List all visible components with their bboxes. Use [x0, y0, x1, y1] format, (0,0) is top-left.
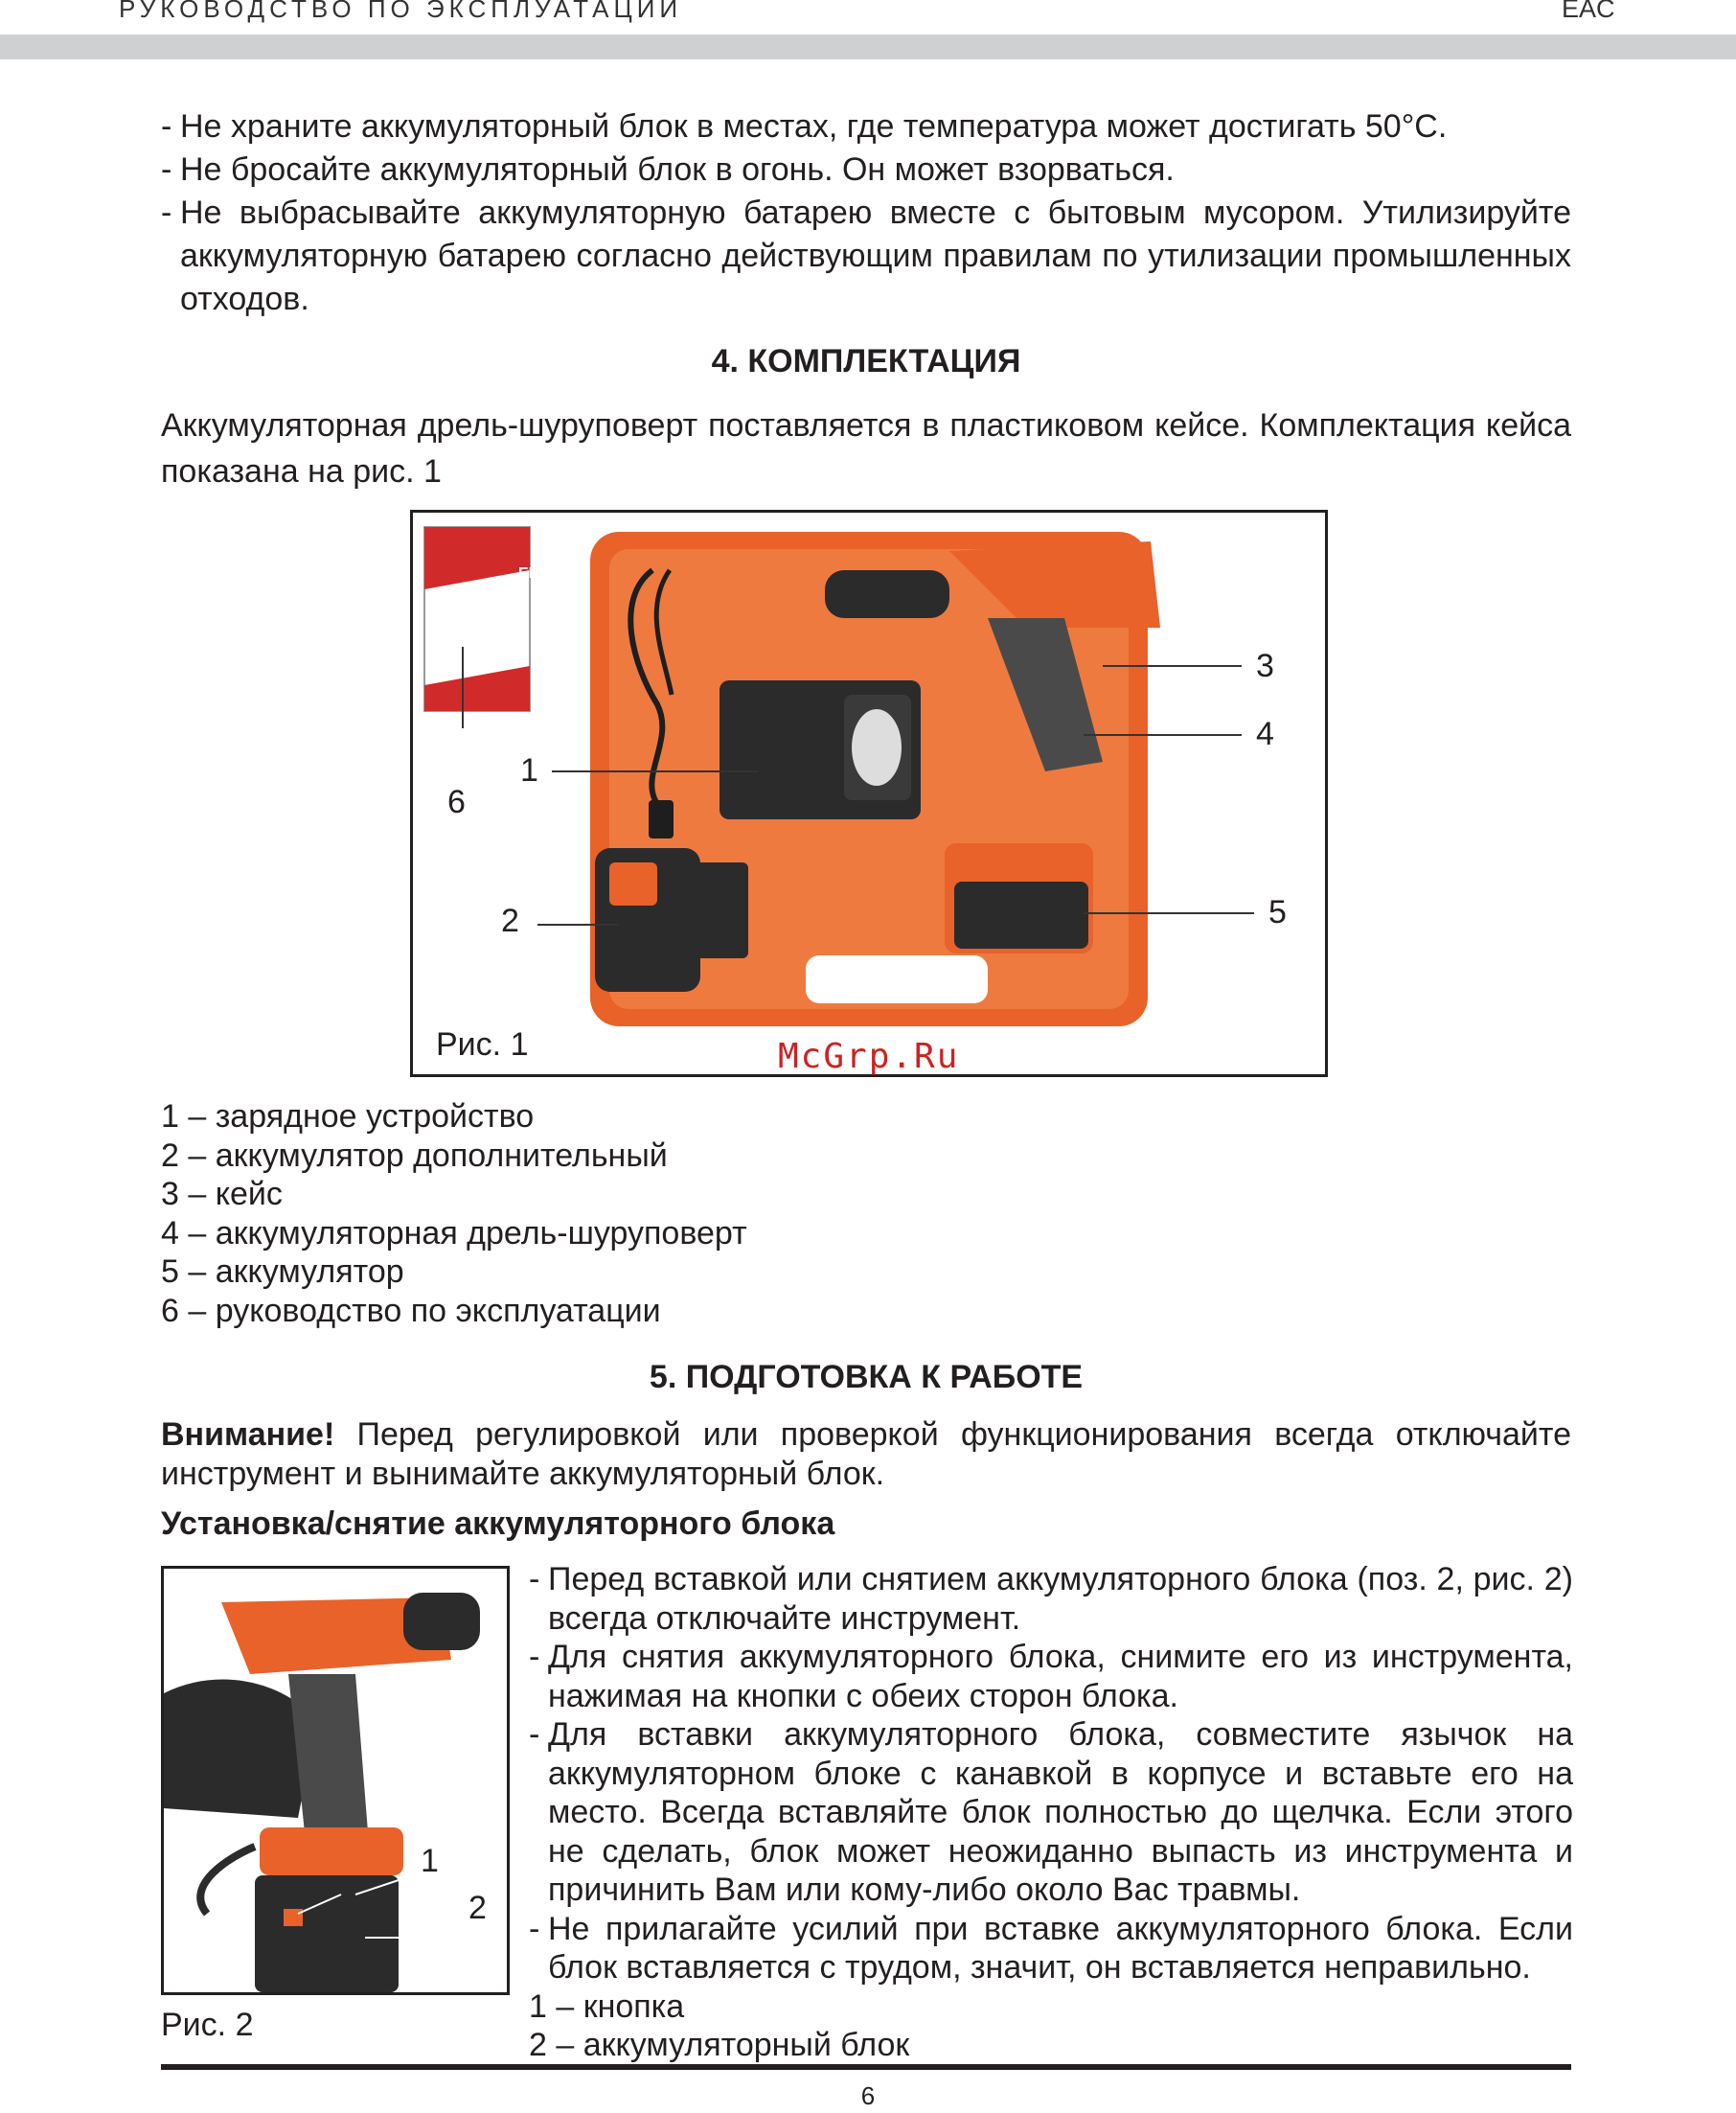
fig2-callout-1: 1	[421, 1843, 439, 1879]
callout-6: 6	[447, 784, 466, 820]
instruction-item: - Не прилагайте усилий при вставке аккумуляторного блока. Если блок вставляется с трудом, значит, он вставляется неправильно.	[529, 1910, 1573, 1986]
callout-4: 4	[1256, 716, 1274, 752]
footer-rule	[161, 2064, 1571, 2070]
figure-1-caption: Рис. 1	[436, 1026, 529, 1063]
warning-item: - Не бросайте аккумуляторный блок в огонь. Он может взорваться.	[161, 151, 1175, 188]
callout-1: 1	[520, 752, 538, 789]
eac-mark: EAC	[1562, 0, 1615, 23]
warning-item: - Не выбрасывайте аккумуляторную батарею вместе с бытовым мусором. Утилизируйте аккумуляторную батарею согласно действующим правилам по утилизации промышленных отходов.	[161, 195, 1571, 317]
figure-1	[410, 510, 1328, 1077]
legend-item: 2 – аккумулятор дополнительный	[161, 1137, 668, 1174]
page-number: 6	[860, 2081, 876, 2110]
callout-2: 2	[501, 903, 519, 939]
case-photo	[413, 513, 1325, 1074]
attention-text: Перед регулировкой или проверкой функционирования всегда отключайте инструмент и вынимайте аккумуляторный блок.	[161, 1416, 1571, 1492]
legend-item: 4 – аккумуляторная дрель-шуруповерт	[161, 1214, 747, 1252]
legend-item: 6 – руководство по эксплуатации	[161, 1292, 661, 1329]
battery-instructions	[529, 1560, 1573, 2065]
attention-note	[161, 1415, 1571, 1493]
battery-block	[255, 1875, 399, 1992]
instruction-item: - Перед вставкой или снятием аккумуляторного блока (поз. 2, рис. 2) всегда отключайте инструмент.	[529, 1561, 1573, 1637]
section-4-title: 4. КОМПЛЕКТАЦИЯ	[711, 343, 1021, 379]
section-4-intro: Аккумуляторная дрель-шуруповерт поставляется в пластиковом кейсе. Комплектация кейса показана на рис. 1	[161, 407, 1571, 490]
drill-photo	[164, 1569, 507, 1992]
legend-item: 5 – аккумулятор	[161, 1253, 404, 1290]
warnings-list	[161, 105, 1571, 321]
figure-1-legend	[161, 1097, 747, 1330]
header-title: РУКОВОДСТВО ПО ЭКСПЛУАТАЦИИ	[119, 0, 683, 23]
header-bar	[0, 34, 1736, 59]
instruction-item: - Для вставки аккумуляторного блока, совместите язычок на аккумуляторном блоке с канавкой в корпусе и вставьте его на место. Всегда вставляйте блок полностью до щелчка. Если этого не сделать, блок может неожиданно выпасть из инструмента и причинить Вам или кому-либо около Вас травмы.	[529, 1716, 1573, 1908]
subheading-battery: Установка/снятие аккумуляторного блока	[161, 1505, 835, 1542]
figure-2	[161, 1566, 510, 1995]
section-5-title: 5. ПОДГОТОВКА К РАБОТЕ	[649, 1359, 1084, 1395]
manual-brand: ELITECH	[518, 565, 584, 582]
instruction-item: - Для снятия аккумуляторного блока, снимите его из инструмента, нажимая на кнопки с обеих сторон блока.	[529, 1639, 1573, 1714]
fig2-callout-2: 2	[468, 1890, 487, 1926]
callout-3: 3	[1256, 648, 1274, 684]
watermark: McGrp.Ru	[778, 1037, 960, 1076]
legend-item: 3 – кейс	[161, 1176, 283, 1212]
attention-label: Внимание!	[161, 1416, 335, 1453]
fig2-legend-item: 1 – кнопка	[529, 1987, 685, 2025]
figure-2-caption: Рис. 2	[161, 2007, 254, 2043]
warning-item: - Не храните аккумуляторный блок в местах, где температура может достигать 50°С.	[161, 108, 1448, 145]
legend-item: 1 – зарядное устройство	[161, 1098, 535, 1135]
callout-5: 5	[1268, 894, 1287, 930]
fig2-legend-item: 2 – аккумуляторный блок	[529, 2027, 910, 2063]
release-button	[284, 1909, 303, 1926]
